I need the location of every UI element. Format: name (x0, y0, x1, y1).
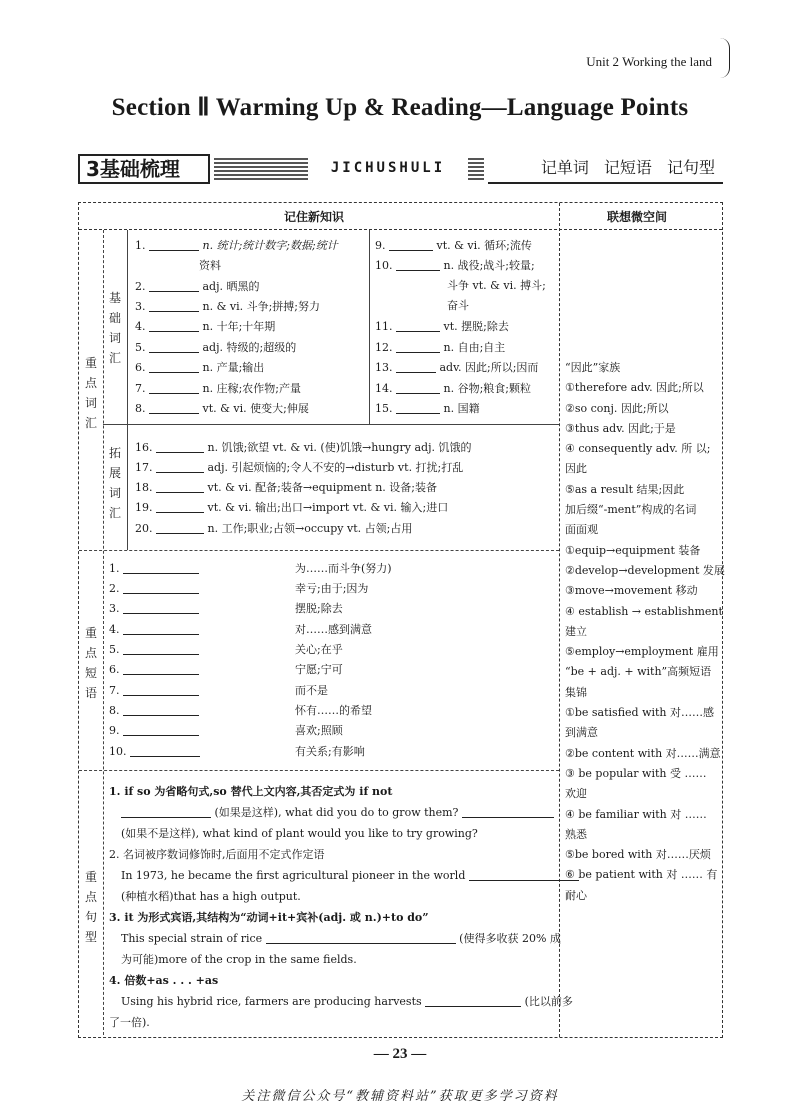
category-divider (103, 230, 104, 1035)
answer-blank[interactable] (123, 662, 199, 675)
knowledge-table (78, 202, 723, 1038)
answer-blank[interactable] (396, 258, 440, 271)
phrase-meaning: 有关系;有影响 (295, 745, 365, 758)
note-line: ③thus adv. 因此;于是 (565, 421, 676, 435)
answer-blank[interactable] (123, 723, 199, 736)
association-notes (565, 358, 725, 906)
phrase-item: 3. (109, 599, 199, 619)
category-vocab: 重点词汇 (84, 356, 97, 430)
answer-blank[interactable] (149, 299, 199, 312)
phrase-meaning: 怀有……的希望 (295, 704, 372, 717)
answer-blank[interactable] (156, 521, 204, 534)
phrase-item: 8. (109, 701, 199, 721)
sentence-pattern-title: 4. 倍数+as . . . +as (109, 974, 219, 987)
basic-extended-divider (103, 424, 559, 425)
phrase-item: 6. (109, 660, 199, 680)
phrase-item: 5. (109, 640, 199, 660)
sentence-exercise: This special strain of rice (使得多收获 20% 成 (121, 932, 561, 945)
sentence-exercise: (种植水稻)that has a high output. (121, 890, 301, 903)
vocab-item: 11. vt. 摆脱;除去 (375, 320, 509, 333)
vocab-item: 17. adj. 引起烦恼的;令人不安的→disturb vt. 打扰;打乱 (135, 461, 464, 474)
vocab-item: 1. n. 统计;统计数字;数据;统计 (135, 239, 338, 252)
phrase-item: 4. (109, 620, 199, 640)
answer-blank[interactable] (149, 340, 199, 353)
basic-column-divider (369, 230, 370, 424)
phrase-meaning: 幸亏;由于;因为 (295, 582, 369, 595)
phrase-sentence-divider (79, 770, 559, 771)
note-line: 因此 (565, 462, 587, 476)
sentence-exercise: 为可能)more of the crop in the same fields. (121, 953, 357, 966)
header-right: 联想微空间 (607, 210, 668, 224)
vocab-item: 14. n. 谷物;粮食;颗粒 (375, 382, 531, 395)
phrase-meaning: 而不是 (295, 684, 328, 697)
note-line: “因此”家族 (565, 361, 621, 374)
answer-blank[interactable] (130, 744, 200, 757)
vocab-item: 10. n. 战役;战斗;较量; (375, 259, 535, 272)
vocab-item: 8. vt. & vi. 使变大;伸展 (135, 402, 309, 415)
answer-blank[interactable] (462, 805, 554, 818)
answer-blank[interactable] (156, 440, 204, 453)
answer-blank[interactable] (266, 931, 456, 944)
category-extended: 拓展词汇 (108, 446, 121, 520)
answer-blank[interactable] (156, 460, 204, 473)
answer-blank[interactable] (149, 401, 199, 414)
vocab-item: 19. vt. & vi. 输出;出口→import vt. & vi. 输入;进口 (135, 501, 449, 514)
note-line: 熟悉 (565, 827, 587, 841)
vocab-item: 3. n. & vi. 斗争;拼搏;努力 (135, 300, 321, 313)
note-line: 面面观 (565, 523, 598, 537)
vocab-item: 2. adj. 晒黑的 (135, 280, 260, 293)
answer-blank[interactable] (123, 622, 199, 635)
subcategory-divider (127, 230, 128, 550)
sentence-exercise: In 1973, he became the first agricultural pioneer in the world (121, 865, 579, 886)
note-line: 集锦 (565, 685, 587, 699)
header-left: 记住新知识 (284, 210, 345, 224)
answer-blank[interactable] (396, 360, 436, 373)
answer-blank[interactable] (389, 238, 433, 251)
vocab-item: 16. n. 饥饿;欲望 vt. & vi. (使)饥饿→hungry adj. 饥饿的 (135, 441, 472, 454)
note-line: 耐心 (565, 888, 587, 902)
answer-blank[interactable] (149, 360, 199, 373)
vocab-item: 13. adv. 因此;所以;因而 (375, 361, 539, 374)
sentence-pattern-title: 2. 名词被序数词修饰时,后面用不定式作定语 (109, 848, 325, 861)
phrase-item: 7. (109, 681, 199, 701)
note-line: ④ consequently adv. 所 以; (565, 442, 711, 456)
answer-blank[interactable] (123, 642, 199, 655)
answer-blank[interactable] (123, 581, 199, 594)
banner-title: 3基础梳理 (78, 154, 210, 184)
vocab-item-cont: 斗争 vt. & vi. 搏斗; (447, 279, 546, 292)
answer-blank[interactable] (425, 994, 521, 1007)
vocab-item: 7. n. 庄稼;农作物;产量 (135, 382, 301, 395)
note-line: ③move→movement 移动 (565, 584, 698, 598)
phrase-meaning: 摆脱;除去 (295, 602, 343, 615)
note-line: 建立 (565, 624, 587, 638)
note-line: ⑤as a result 结果;因此 (565, 482, 685, 496)
phrase-item: 9. (109, 721, 199, 741)
sentence-exercise: 了一倍). (109, 1016, 150, 1029)
answer-blank[interactable] (469, 868, 579, 881)
vocab-item: 15. n. 国籍 (375, 402, 480, 415)
note-line: ⑥ be patient with 对 …… 有 (565, 868, 718, 882)
answer-blank[interactable] (121, 805, 211, 818)
vocab-item-cont: 资料 (199, 259, 221, 272)
note-line: ⑤employ→employment 雇用 (565, 645, 719, 659)
sentence-exercise: (如果是这样), what did you do to grow them? (121, 802, 554, 823)
vocab-phrase-divider (79, 550, 559, 551)
category-basic: 基础词汇 (108, 291, 121, 365)
vocab-item: 20. n. 工作;职业;占领→occupy vt. 占领;占用 (135, 522, 413, 535)
sentence-exercise: (如果不是这样), what kind of plant would you like to try growing? (121, 827, 478, 840)
note-line: ①therefore adv. 因此;所以 (565, 381, 704, 395)
vocab-item: 18. vt. & vi. 配备;装备→equipment n. 设备;装备 (135, 481, 437, 494)
note-line: 加后缀“-ment”构成的名词 (565, 503, 697, 517)
note-line: ①equip→equipment 装备 (565, 543, 701, 557)
answer-blank[interactable] (156, 500, 204, 513)
note-line: “be + adj. + with”高频短语 (565, 665, 712, 679)
phrase-item: 10. (109, 742, 200, 762)
phrase-meaning: 宁愿;宁可 (295, 663, 343, 676)
note-line: ②be content with 对……满意 (565, 746, 721, 760)
banner-code: JICHUSHULI (308, 155, 468, 181)
column-divider (559, 203, 560, 1037)
answer-blank[interactable] (123, 601, 199, 614)
note-line: 欢迎 (565, 787, 587, 801)
answer-blank[interactable] (149, 319, 199, 332)
note-line: ④ establish → establishment (565, 604, 723, 618)
answer-blank[interactable] (396, 381, 440, 394)
answer-blank[interactable] (149, 238, 199, 251)
vocab-item: 6. n. 产量;输出 (135, 361, 265, 374)
category-sentences: 重点句型 (84, 870, 97, 944)
phrase-meaning: 喜欢;照顾 (295, 724, 343, 737)
answer-blank[interactable] (396, 319, 440, 332)
phrase-meaning: 对……感到满意 (295, 623, 372, 636)
page-number: — 23 — (373, 1046, 427, 1062)
sentence-pattern-title: 1. if so 为省略句式,so 替代上文内容,其否定式为 if not (109, 785, 393, 798)
answer-blank[interactable] (123, 561, 199, 574)
note-line: ⑤be bored with 对……厌烦 (565, 848, 711, 862)
header-divider (79, 229, 722, 230)
footer-note: 关注微信公众号“教辅资料站”获取更多学习资料 (241, 1089, 559, 1104)
running-header: Unit 2 Working the land (586, 54, 712, 69)
section-title: Section Ⅱ Warming Up & Reading—Language Points (111, 94, 689, 121)
answer-blank[interactable] (156, 480, 204, 493)
answer-blank[interactable] (123, 683, 199, 696)
note-line: ①be satisfied with 对……感 (565, 706, 715, 720)
answer-blank[interactable] (149, 381, 199, 394)
header-bracket-decoration (720, 38, 730, 78)
vocab-item: 12. n. 自由;自主 (375, 341, 506, 354)
phrase-meaning: 关心;在乎 (295, 643, 343, 656)
vocab-item-cont: 奋斗 (447, 299, 469, 312)
note-line: ②so conj. 因此;所以 (565, 401, 669, 415)
category-phrases: 重点短语 (84, 626, 97, 700)
sentence-pattern-title: 3. it 为形式宾语,其结构为“动词+it+宾补(adj. 或 n.)+to do” (109, 911, 429, 924)
answer-blank[interactable] (396, 340, 440, 353)
answer-blank[interactable] (123, 703, 199, 716)
answer-blank[interactable] (396, 401, 440, 414)
note-line: ③ be popular with 受 …… (565, 766, 707, 780)
vocab-item: 9. vt. & vi. 循环;流传 (375, 239, 532, 252)
note-line: ④ be familiar with 对 …… (565, 807, 707, 821)
phrase-item: 1. (109, 559, 199, 579)
banner-tagline: 记单词 记短语 记句型 (488, 154, 723, 184)
answer-blank[interactable] (149, 279, 199, 292)
vocab-item: 4. n. 十年;十年期 (135, 320, 276, 333)
note-line: ②develop→development 发展 (565, 563, 725, 577)
phrase-item: 2. (109, 579, 199, 599)
section-banner (78, 154, 723, 184)
phrase-meaning: 为……而斗争(努力) (295, 562, 392, 575)
note-line: 到满意 (565, 726, 598, 740)
vocab-item: 5. adj. 特级的;超级的 (135, 341, 297, 354)
sentence-exercise: Using his hybrid rice, farmers are producing harvests (比以前多 (121, 995, 573, 1008)
